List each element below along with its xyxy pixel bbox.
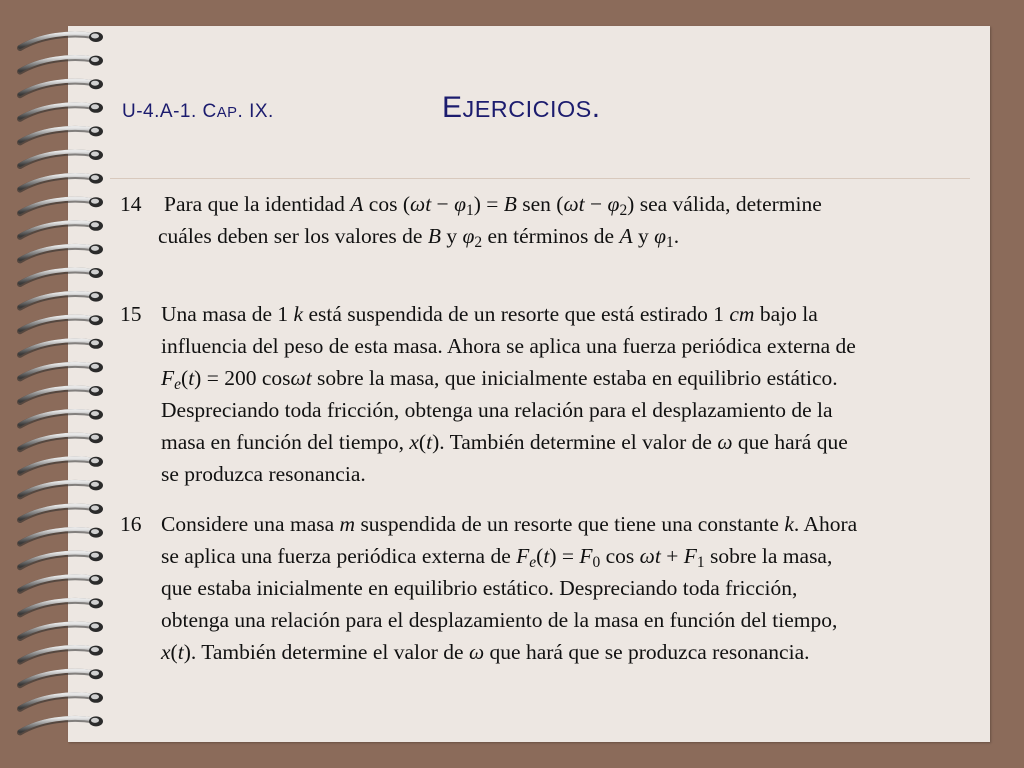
exercise-line: x(t). También determine el valor de ω que hará que se produzca resonancia.: [161, 640, 810, 664]
exercise-line: Considere una masa m suspendida de un resorte que tiene una constante k. Ahora: [161, 512, 858, 536]
chapter-cap-initial: C: [202, 101, 217, 122]
exercise-line: masa en función del tiempo, x(t). También determine el valor de ω que hará que: [161, 430, 848, 454]
chapter-cap-small: AP: [216, 105, 238, 121]
exercise-text: [158, 188, 994, 252]
chapter-code-text: U-4.A-1.: [122, 101, 203, 122]
exercise-line: cuáles deben ser los valores de B y $\varphi_2$ en términos de A y $\varphi_1$.: [158, 224, 680, 251]
exercise-line: Para que la identidad A $\cos (\omega t - \varphi_1) = B$ sen $(\omega t - \varphi_2)$ sea válida, determine: [164, 192, 822, 219]
title-initial: E: [442, 91, 463, 124]
exercise-line: Una masa de 1 k está suspendida de un resorte que está estirado 1 cm bajo la: [161, 302, 818, 326]
exercise-number: 15: [120, 302, 142, 326]
chapter-code: [122, 101, 274, 123]
exercise-line: que estaba inicialmente en equilibrio estático. Despreciando toda fricción,: [161, 576, 798, 600]
exercise-line: $F_e(t) = 200$ cosωt sobre la masa, que inicialmente estaba en equilibrio estático.: [161, 366, 838, 393]
page-title: [442, 91, 601, 125]
exercise-line: se aplica una fuerza periódica externa de $F_e(t) = F_0$ $\cos \omega t + F_1$ sobre la masa,: [161, 544, 833, 571]
title-end: .: [591, 91, 601, 124]
chapter-cap-suffix: . IX.: [237, 101, 274, 122]
slide-header: [122, 91, 984, 127]
exercise-line: Despreciando toda fricción, obtenga una relación para el desplazamiento de la: [161, 398, 833, 422]
exercise-text: [161, 508, 991, 668]
title-rest: JERCICIOS: [462, 96, 592, 122]
exercise-number: 16: [120, 512, 142, 536]
exercise-line: se produzca resonancia.: [161, 462, 366, 486]
header-divider: [110, 178, 970, 179]
exercise-line: influencia del peso de esta masa. Ahora se aplica una fuerza periódica externa de: [161, 334, 856, 358]
exercise-line: obtenga una relación para el desplazamiento de la masa en función del tiempo,: [161, 608, 838, 632]
exercise-text: [161, 298, 991, 490]
spiral-binding-icon: [0, 0, 120, 768]
exercise-number: 14: [120, 192, 142, 216]
